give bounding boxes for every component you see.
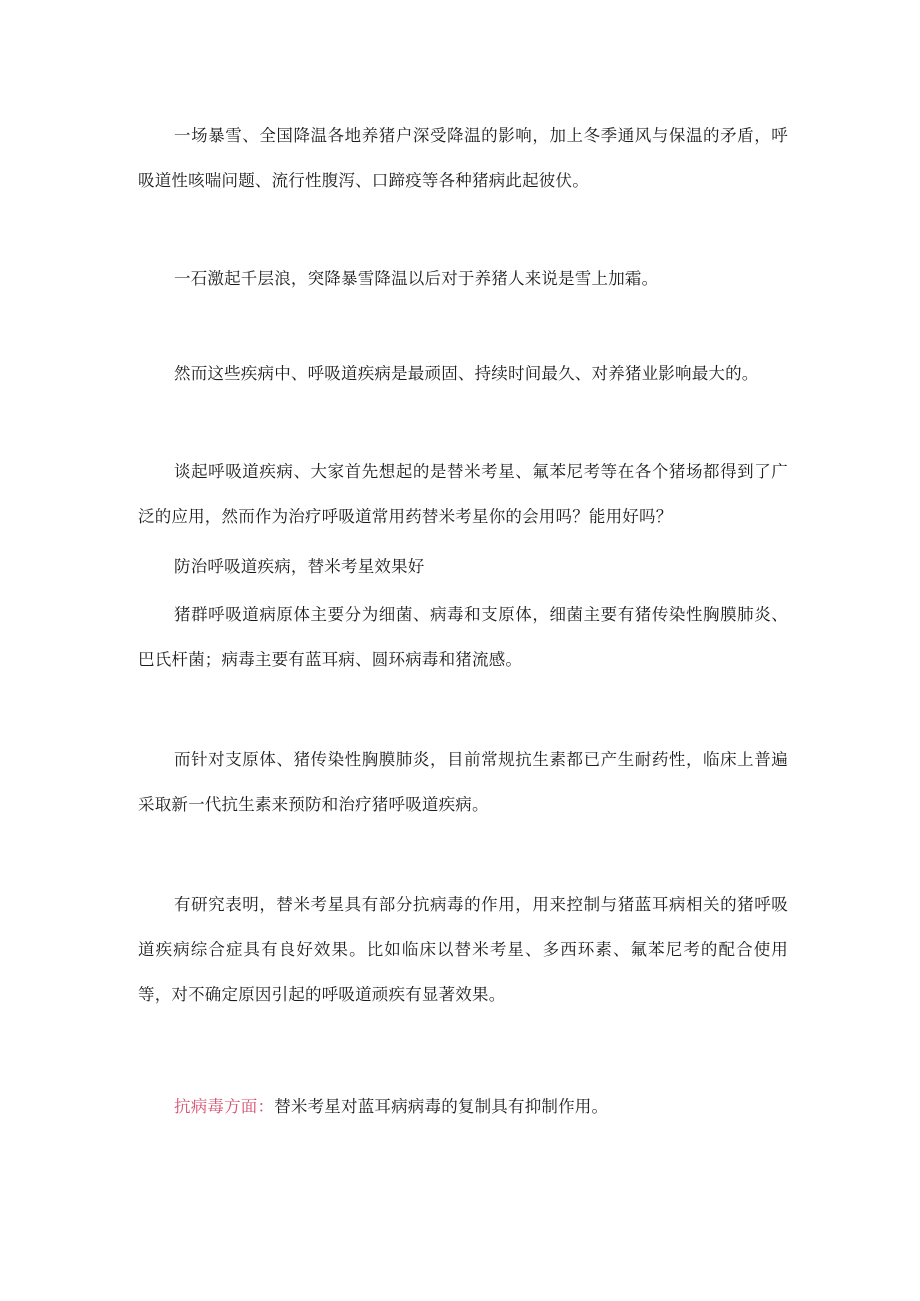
paragraph-7: 有研究表明，替米考星具有部分抗病毒的作用，用来控制与猪蓝耳病相关的猪呼吸道疾病综合症具有良好效果。比如临床以替米考星、多西环素、氟苯尼考的配合使用等，对不确定原因引起的呼吸道顽疾有显著效果。 [138, 895, 788, 1004]
antiviral-text: 替米考星对蓝耳病病毒的复制具有抑制作用。 [274, 1097, 609, 1116]
paragraph-2: 一石激起千层浪，突降暴雪降温以后对于养猪人来说是雪上加霜。 [174, 269, 659, 288]
section-heading: 防治呼吸道疾病，替米考星效果好 [174, 557, 425, 576]
paragraph-1: 一场暴雪、全国降温各地养猪户深受降温的影响，加上冬季通风与保温的矛盾，呼吸道性咳喘问题、流行性腹泻、口蹄疫等各种猪病此起彼伏。 [138, 126, 788, 190]
paragraph-3: 然而这些疾病中、呼吸道疾病是最顽固、持续时间最久、对养猪业影响最大的。 [174, 364, 759, 383]
paragraph-4: 谈起呼吸道疾病、大家首先想起的是替米考星、氟苯尼考等在各个猪场都得到了广泛的应用，然而作为治疗呼吸道常用药替米考星你的会用吗？能用好吗？ [138, 462, 788, 526]
antiviral-paragraph [138, 1084, 788, 1129]
paragraph-5: 猪群呼吸道病原体主要分为细菌、病毒和支原体，细菌主要有猪传染性胸膜肺炎、巴氏杆菌；病毒主要有蓝耳病、圆环病毒和猪流感。 [138, 605, 788, 669]
antiviral-label: 抗病毒方面： [174, 1097, 275, 1116]
paragraph-6: 而针对支原体、猪传染性胸膜肺炎，目前常规抗生素都已产生耐药性，临床上普遍采取新一代抗生素来预防和治疗猪呼吸道疾病。 [138, 750, 788, 814]
